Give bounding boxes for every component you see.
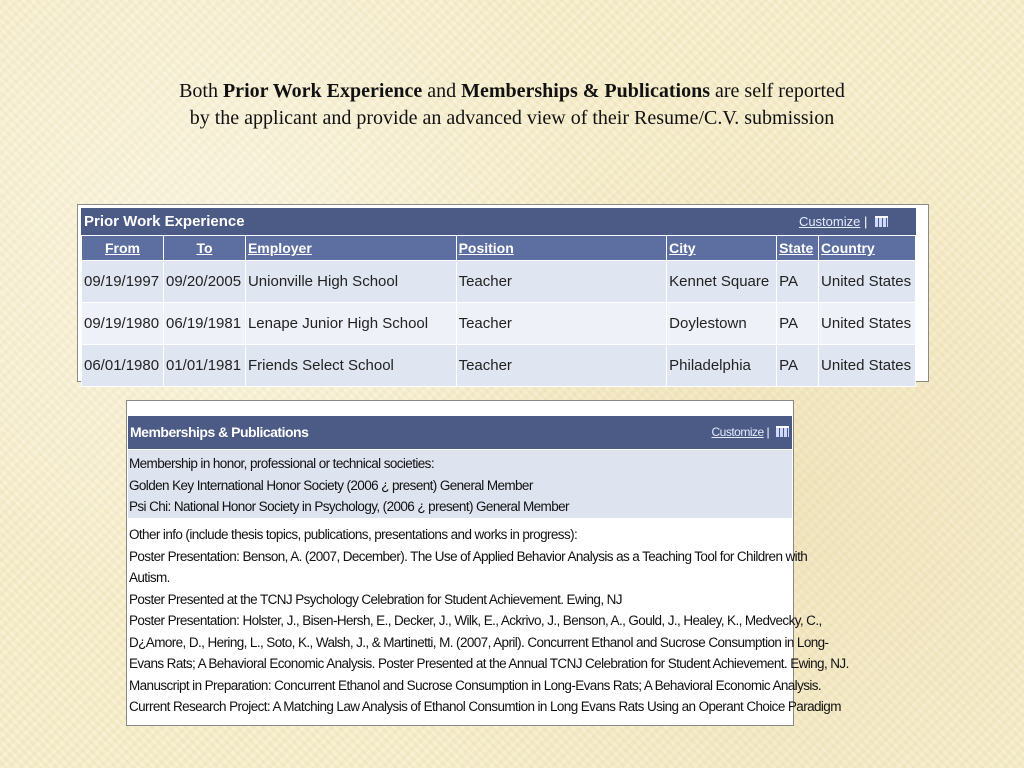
other-info-line: Evans Rats; A Behavioral Economic Analysis. Poster Presented at the Annual TCNJ Celebration for Student Achievement. Ewing, NJ. — [129, 656, 849, 671]
cell-country: United States — [819, 303, 916, 345]
cell-employer: Friends Select School — [245, 345, 456, 387]
cell-from: 06/01/1980 — [82, 345, 164, 387]
prior-work-experience-header — [81, 208, 916, 235]
column-header-to[interactable]: To — [163, 236, 245, 261]
other-info-line: Poster Presentation: Benson, A. (2007, December). The Use of Applied Behavior Analysis as a Teaching Tool for Children with — [129, 548, 808, 564]
cell-state: PA — [777, 345, 819, 387]
cell-city: Doylestown — [667, 303, 777, 345]
cell-state: PA — [777, 261, 819, 303]
caption-line-1 — [0, 78, 1024, 105]
other-info-line: Autism. — [129, 570, 170, 585]
cell-employer: Unionville High School — [245, 261, 456, 303]
memberships-publications-panel — [126, 400, 849, 726]
toolbar-separator: | — [766, 425, 770, 439]
cell-position: Teacher — [456, 303, 667, 345]
cell-employer: Lenape Junior High School — [245, 303, 456, 345]
table-row — [82, 261, 916, 303]
cell-to: 09/20/2005 — [163, 261, 245, 303]
prior-work-experience-panel — [77, 204, 929, 382]
caption-text: and — [422, 80, 462, 102]
other-info-line: Manuscript in Preparation: Concurrent Ethanol and Sucrose Consumption in Long-Evans Rats; A Behavioral Economic Analysis. — [129, 677, 822, 693]
other-info-line: Poster Presentation: Holster, J., Bisen-Hersh, E., Decker, J., Wilk, E., Ackrivo, J., Benson, A., Gould, J., Healey, K., Medvecky, C., — [129, 613, 822, 628]
other-info-line: Poster Presented at the TCNJ Psychology Celebration for Student Achievement. Ewing, NJ — [129, 591, 622, 607]
slide-caption — [0, 78, 1024, 132]
cell-position: Teacher — [456, 345, 667, 387]
cell-from: 09/19/1980 — [82, 303, 164, 345]
column-header-from[interactable]: From — [82, 236, 164, 261]
caption-bold-memberships: Memberships & Publications — [461, 80, 710, 102]
panel-toolbar — [712, 424, 790, 440]
cell-city: Philadelphia — [667, 345, 777, 387]
membership-line: Membership in honor, professional or technical societies: — [129, 456, 434, 471]
membership-line: Psi Chi: National Honor Society in Psychology, (2006 ¿ present) General Member — [129, 499, 569, 514]
column-header-position[interactable]: Position — [456, 236, 667, 261]
other-info-line: D¿Amore, D., Hering, L., Soto, K., Walsh, J., & Martinetti, M. (2007, April). Concurrent Ethanol and Sucrose Consumption in Long- — [129, 634, 829, 650]
table-header-row — [82, 236, 916, 261]
column-header-city[interactable]: City — [667, 236, 777, 261]
cell-position: Teacher — [456, 261, 667, 303]
grid-toolbar — [799, 212, 888, 232]
customize-link[interactable]: Customize — [798, 214, 861, 229]
customize-link[interactable]: Customize — [711, 425, 764, 439]
table-row — [82, 345, 916, 387]
membership-line: Golden Key International Honor Society (2006 ¿ present) General Member — [129, 477, 533, 493]
panel-title: Memberships & Publications — [130, 424, 309, 440]
grid-view-icon[interactable] — [875, 216, 888, 227]
cell-to: 01/01/1981 — [163, 345, 245, 387]
cell-country: United States — [819, 345, 916, 387]
memberships-publications-header — [128, 416, 792, 449]
grid-view-icon[interactable] — [776, 426, 789, 437]
column-header-employer[interactable]: Employer — [245, 236, 456, 261]
cell-state: PA — [777, 303, 819, 345]
panel-title: Prior Work Experience — [84, 213, 245, 230]
cell-city: Kennet Square — [667, 261, 777, 303]
cell-to: 06/19/1981 — [163, 303, 245, 345]
caption-text: are self reported — [710, 80, 845, 102]
other-info-line: Current Research Project: A Matching Law Analysis of Ethanol Consumtion in Long Evans Rats Using an Operant Choice Paradigm — [129, 699, 841, 714]
caption-text: Both — [179, 80, 223, 102]
cell-from: 09/19/1997 — [82, 261, 164, 303]
column-header-state[interactable]: State — [777, 236, 819, 261]
work-experience-table — [81, 235, 916, 387]
table-row — [82, 303, 916, 345]
toolbar-separator: | — [863, 214, 868, 229]
other-info-section — [128, 520, 849, 724]
cell-country: United States — [819, 261, 916, 303]
column-header-country[interactable]: Country — [819, 236, 916, 261]
caption-line-2: by the applicant and provide an advanced view of their Resume/C.V. submission — [189, 107, 835, 129]
other-info-line: Other info (include thesis topics, publications, presentations and works in progress): — [129, 527, 578, 542]
caption-bold-work-experience: Prior Work Experience — [222, 80, 423, 102]
memberships-section — [128, 450, 792, 520]
